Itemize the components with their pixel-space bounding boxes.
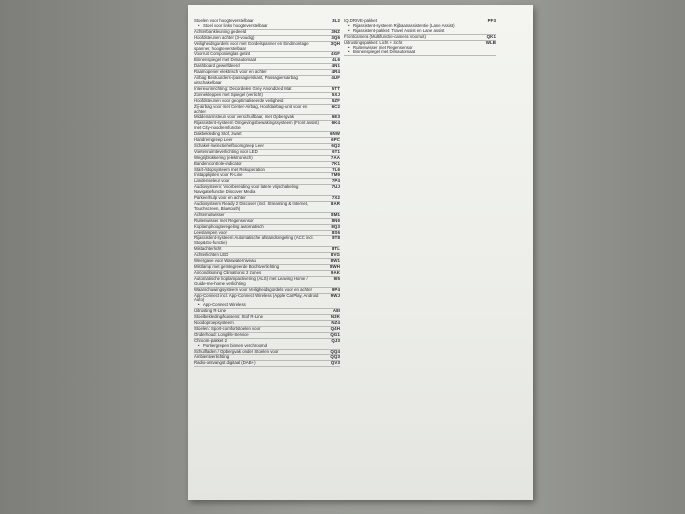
- option-label: Schuifladen / Opbergvak onder Stoelen voor: [194, 348, 279, 354]
- option-code: 9AK: [330, 269, 340, 275]
- option-code: 6C2: [331, 103, 340, 109]
- right-column: [344, 19, 496, 56]
- option-code: 8VG: [330, 252, 340, 258]
- option-label: Schakel-/selectiehefboomgreep Leer: [194, 142, 264, 148]
- option-row: [344, 41, 496, 57]
- option-code: 7K1: [331, 160, 340, 166]
- option-code: 6T1: [332, 148, 340, 154]
- option-code: 9I5: [333, 275, 340, 281]
- option-label: Achterbankleuning gedeeld: [194, 28, 247, 34]
- option-label: Noodoproepsysteem: [194, 320, 234, 326]
- option-label: Handremgreep Leer: [194, 137, 233, 143]
- option-code: 4R4: [331, 69, 340, 75]
- option-label: Ruitenwisser met Regensensor: [194, 217, 254, 223]
- option-label: Veiligheidsgordels voor met Gordelspanner en Eindmontage spanner, hoogteverstelbaar: [194, 40, 309, 51]
- option-label: Start-/stopsysteem met Rekuperation: [194, 166, 265, 172]
- option-code: 4N1: [331, 63, 340, 69]
- option-code: QK1: [486, 33, 496, 39]
- option-label: Stoelbekleding/kussens: Stof R-Line: [194, 314, 264, 320]
- option-sub-item: • Portiergrepen binnen verchroomd: [194, 344, 320, 349]
- option-label: Airbag Bestuurders-/passagierskant, Passagiersairbag uitschakelbaar: [194, 75, 298, 85]
- option-sub-item: • Ruitenwisser met Regensensor: [344, 46, 476, 51]
- option-code: 8WH: [329, 263, 340, 269]
- option-label: Instapplijsten voor R-Line: [194, 172, 243, 178]
- option-label: Waarschuwingsysteem voor Veiligheidsgordels voor en achter: [194, 286, 313, 292]
- option-label: Airconditioning Climatronic 2 zones: [194, 269, 262, 275]
- option-code: 7L6: [332, 166, 340, 172]
- option-sub-item: • Binnenspiegel met Dimautomaat: [344, 50, 476, 55]
- option-code: 6Q2: [331, 142, 340, 148]
- option-code: 7P4: [331, 178, 340, 184]
- option-code: NZ4: [331, 320, 340, 326]
- option-label: Frontcamera (Multifunctie-camera Voorruit): [344, 33, 426, 39]
- option-label: Interieurinrichting: Decordelen Grey Anondized Mat: [194, 85, 292, 91]
- option-label: Ambientverlichting: [194, 354, 230, 360]
- option-code: WLB: [485, 39, 496, 45]
- option-label: Onderhoud: Longlife-Service: [194, 331, 249, 337]
- option-label: Dashboard gewelfdeerd: [194, 63, 240, 69]
- option-label: Weergave voor Waswaterniveau: [194, 258, 256, 264]
- option-label: Achterlichten LED: [194, 252, 229, 258]
- option-code: 9WJ: [330, 292, 340, 298]
- option-label: Dakbekleding Stof, zwart: [194, 131, 242, 137]
- option-code: 4L6: [332, 57, 340, 63]
- option-label: Rijassistent-systeem Automatische afstandsregeling (ACC incl. Stop&Go-functie): [194, 235, 314, 246]
- option-code: 9P4: [331, 286, 340, 292]
- option-code: QJ3: [331, 337, 340, 343]
- option-label: Voetenruimteverlichting voor LED: [194, 148, 258, 154]
- option-label: Zonnekleppen met Spiegel (verlicht): [194, 91, 263, 97]
- option-code: 8N6: [331, 217, 340, 223]
- option-label: Parkeerhulp voor en achter: [194, 195, 246, 201]
- option-code: 8AR: [330, 201, 340, 206]
- option-code: 4UF: [331, 75, 340, 81]
- option-label: Mistlamp met geïntegreerde Bochtverlichting: [194, 263, 280, 269]
- option-sub-item: • App-Connect Wireless: [194, 303, 320, 308]
- option-code: PF3: [487, 18, 496, 23]
- option-code: 3Q6: [331, 34, 340, 40]
- option-sub-item: • Rijassistent-pakket: Travel Assist en Lane assist: [344, 29, 476, 34]
- option-label: Voorruit Composietglas getint: [194, 51, 251, 57]
- option-sub-item: • Rijassistent-systeem Rijbaanassistentie (Lane Assist): [344, 24, 476, 29]
- option-label: Hoofdsteunen voor geoptimaliseerde veiligheid: [194, 97, 284, 103]
- option-label: Audiosysteem: Voorbereiding voor latere vrijschakeling Navigatiefunctie Discover Media: [194, 184, 299, 195]
- option-label: Automatische koplampactivering (ALS) met Leaving Home / Guide-me-home verlichting: [194, 275, 308, 286]
- option-code: QV3: [330, 360, 340, 366]
- option-code: 8W1: [330, 258, 340, 264]
- option-code: QQ4: [330, 348, 340, 354]
- option-label: Radio-ontvangst digitaal (DAB+): [194, 360, 256, 366]
- option-code: 7X2: [331, 195, 340, 201]
- option-label: Stoelen voor hoogteverstelbaar: [194, 18, 254, 23]
- option-code: 5XJ: [331, 91, 340, 97]
- option-row: [194, 294, 340, 310]
- option-label: Binnenspiegel met Dimautomaat: [194, 57, 257, 63]
- option-code: 7M9: [331, 172, 340, 178]
- option-label: Raamopener elektrisch voor en achter: [194, 69, 267, 75]
- option-code: 5TT: [331, 85, 340, 91]
- left-column: [194, 19, 340, 367]
- option-label: Rijassistent-systeem Omgevingsbewakingssysteem (Front assist) met City-noodremfunctie: [194, 120, 319, 131]
- option-code: 3NZ: [331, 28, 340, 34]
- option-code: N3K: [330, 314, 340, 320]
- option-code: 4GF: [331, 51, 340, 57]
- option-row: [194, 361, 340, 367]
- option-code: 8S6: [331, 229, 340, 235]
- option-code: 6K4: [331, 120, 340, 126]
- option-label: Koplamphoogteregeling automatisch: [194, 223, 264, 229]
- option-row: [194, 339, 340, 350]
- option-code: 8TL: [331, 246, 340, 252]
- option-code: 6NW: [329, 131, 340, 137]
- option-label: Uitrusting R-Line: [194, 308, 227, 314]
- option-code: 6PC: [331, 137, 340, 143]
- option-code: 8Q3: [331, 223, 340, 229]
- option-label: Middenarmsteun voor verschuifbaar, met Opbergvak: [194, 114, 295, 120]
- option-code: Q4H: [330, 325, 340, 331]
- option-label: Stoelen: Sport-comfortstoelen voor: [194, 325, 261, 331]
- option-label: Bandencontrole-indicator: [194, 160, 242, 166]
- option-label: Hoofdsteunen achter (3-voudig): [194, 34, 255, 40]
- option-code: 3QH: [330, 40, 340, 46]
- option-code: 3L2: [332, 18, 340, 23]
- option-code: 6E3: [331, 114, 340, 120]
- option-code: 7UJ: [331, 184, 340, 190]
- option-code: QG1: [330, 331, 340, 337]
- option-row: [344, 19, 496, 35]
- option-code: A8I: [332, 308, 340, 314]
- option-code: 7AA: [330, 154, 340, 160]
- option-label: App-Connect incl. App-Connect Wireless (Apple CarPlay, Android Auto): [194, 292, 319, 303]
- option-label: IQ.DRIVE-pakket: [344, 18, 377, 23]
- option-label: Uitrustingspakket: Licht + zicht: [344, 39, 403, 45]
- option-code: QQ3: [330, 354, 340, 360]
- option-label: Wegrijblokkering (elektronisch): [194, 154, 253, 160]
- option-code: 8T8: [332, 235, 340, 241]
- option-label: Mistachterlicht: [194, 246, 222, 252]
- option-label: Audiosysteem Ready 2 Discover (incl. Streaming & Internet, Touchscreen, Bluetooth): [194, 201, 309, 211]
- option-label: Chroom-pakket 2: [194, 337, 227, 343]
- option-sub-item: • Stoel voor links hoogteverstelbaar: [194, 24, 320, 29]
- option-label: Landenseleur voor: [194, 178, 230, 184]
- option-label: Leeslampen voor: [194, 229, 227, 235]
- option-code: 5ZF: [331, 97, 340, 103]
- printed-sheet: [188, 5, 533, 500]
- option-label: Achterruitwisser: [194, 211, 225, 217]
- option-row: [194, 277, 340, 288]
- option-label: Zij-airbag voor met Center-Airbag, Hoofdairbag-unit voor en achter: [194, 103, 308, 114]
- option-code: 8M1: [331, 211, 340, 217]
